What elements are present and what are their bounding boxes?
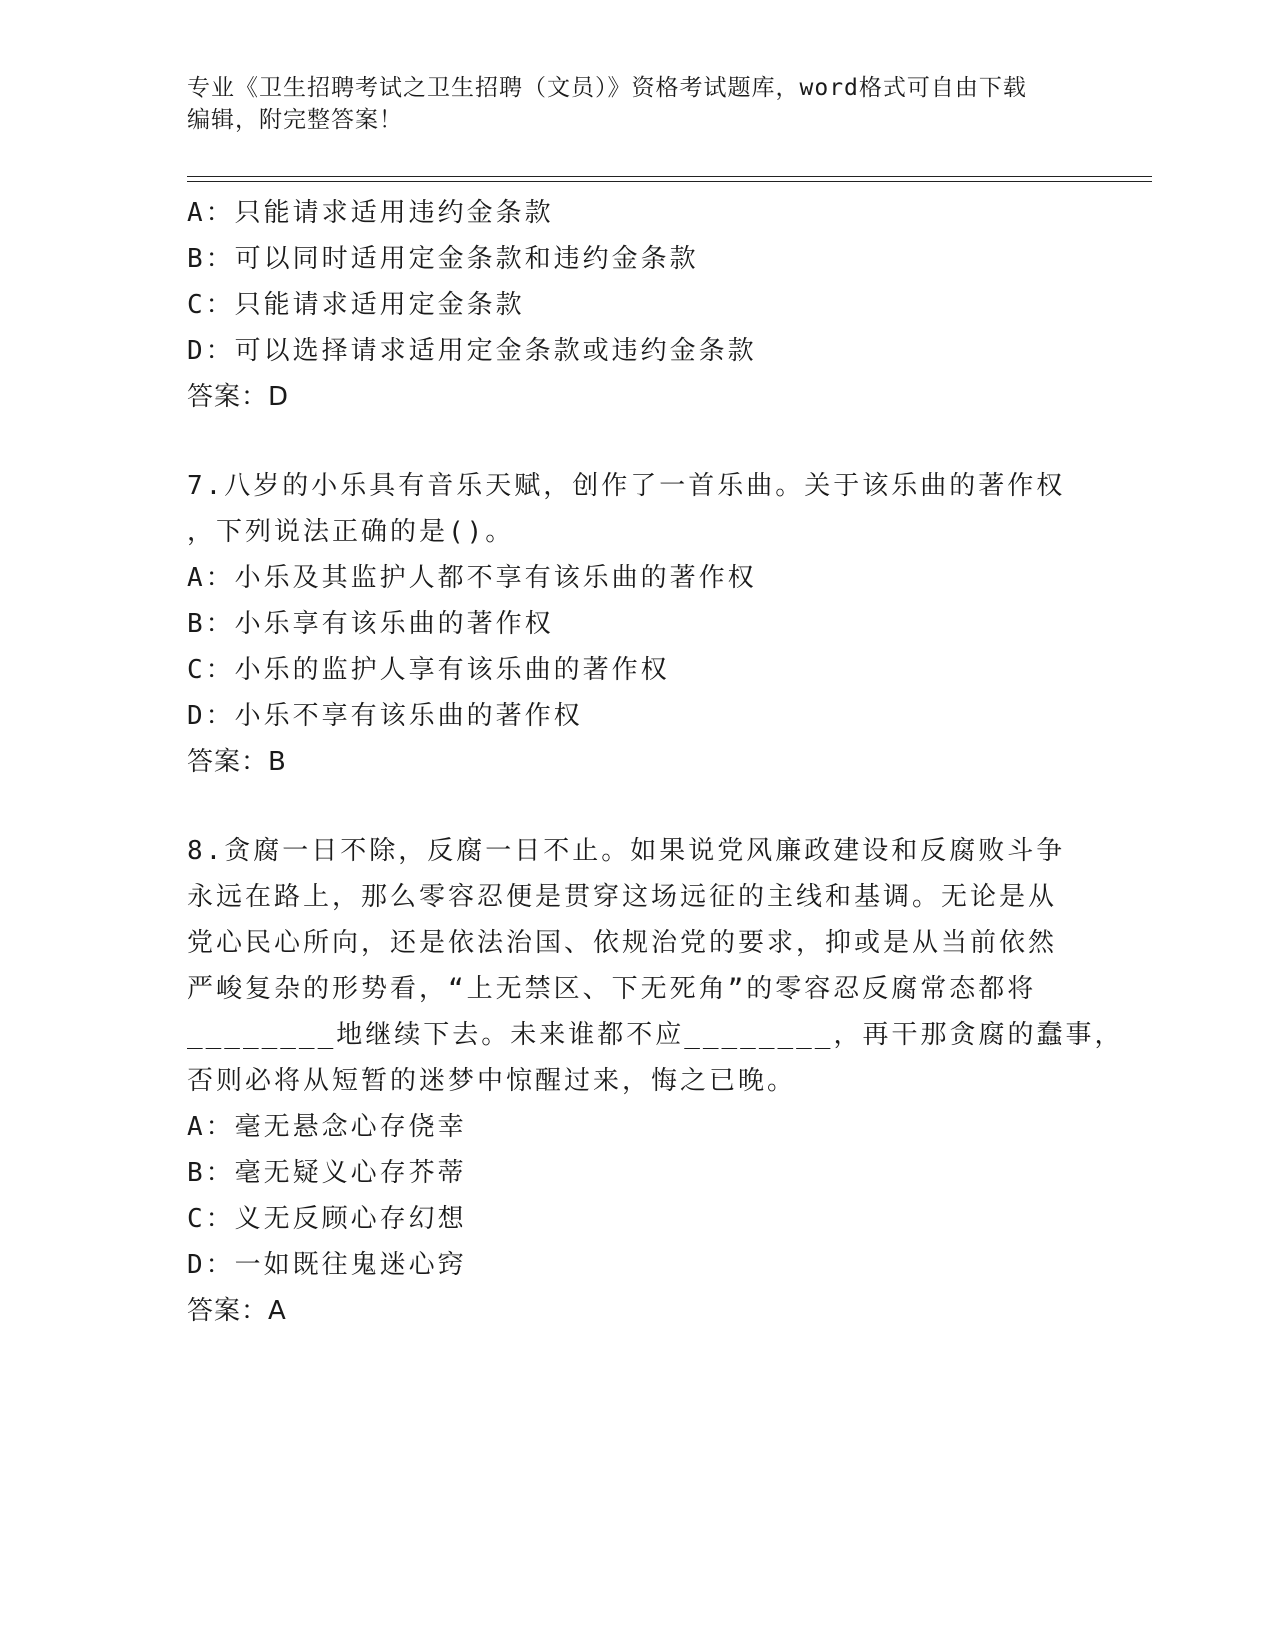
option-a: A：毫无悬念心存侥幸 bbox=[187, 1112, 467, 1142]
question-stem-line: ，下列说法正确的是()。 bbox=[187, 517, 515, 547]
answer-line: 答案：B bbox=[187, 747, 287, 777]
document-header bbox=[187, 72, 1067, 136]
option-b: B：小乐享有该乐曲的著作权 bbox=[187, 609, 554, 639]
answer-line: 答案：A bbox=[187, 1296, 287, 1326]
question-8 bbox=[187, 828, 1124, 1334]
question-6 bbox=[187, 190, 1087, 420]
option-c: C：小乐的监护人享有该乐曲的著作权 bbox=[187, 655, 670, 685]
option-a: A：只能请求适用违约金条款 bbox=[187, 198, 554, 228]
option-a: A：小乐及其监护人都不享有该乐曲的著作权 bbox=[187, 563, 757, 593]
header-line-2: 编辑，附完整答案！ bbox=[187, 107, 403, 133]
spacer bbox=[187, 420, 1087, 463]
question-stem-line: 否则必将从短暂的迷梦中惊醒过来，悔之已晚。 bbox=[187, 1066, 797, 1096]
header-divider-bottom bbox=[187, 181, 1152, 182]
option-b: B：可以同时适用定金条款和违约金条款 bbox=[187, 244, 699, 274]
option-c: C：义无反顾心存幻想 bbox=[187, 1204, 467, 1234]
question-stem-line: 8.贪腐一日不除，反腐一日不止。如果说党风廉政建设和反腐败斗争 bbox=[187, 836, 1066, 866]
spacer bbox=[187, 785, 1087, 828]
option-d: D：一如既往鬼迷心窍 bbox=[187, 1250, 467, 1280]
header-line-1: 专业《卫生招聘考试之卫生招聘（文员）》资格考试题库，word格式可自由下载 bbox=[187, 75, 1027, 101]
header-divider-top bbox=[187, 176, 1152, 177]
option-d: D：可以选择请求适用定金条款或违约金条款 bbox=[187, 336, 757, 366]
question-list bbox=[187, 190, 1124, 1334]
question-7 bbox=[187, 463, 1087, 785]
question-stem-line: 7.八岁的小乐具有音乐天赋，创作了一首乐曲。关于该乐曲的著作权 bbox=[187, 471, 1066, 501]
option-d: D：小乐不享有该乐曲的著作权 bbox=[187, 701, 583, 731]
question-stem-line: 严峻复杂的形势看，“上无禁区、下无死角”的零容忍反腐常态都将 bbox=[187, 974, 1037, 1004]
question-stem-line: 党心民心所向，还是依法治国、依规治党的要求，抑或是从当前依然 bbox=[187, 928, 1058, 958]
question-stem-line: 永远在路上，那么零容忍便是贯穿这场远征的主线和基调。无论是从 bbox=[187, 882, 1058, 912]
question-stem-line: ________地继续下去。未来谁都不应________，再干那贪腐的蠢事， bbox=[187, 1020, 1124, 1050]
answer-line: 答案：D bbox=[187, 382, 290, 412]
option-b: B：毫无疑义心存芥蒂 bbox=[187, 1158, 467, 1188]
option-c: C：只能请求适用定金条款 bbox=[187, 290, 525, 320]
